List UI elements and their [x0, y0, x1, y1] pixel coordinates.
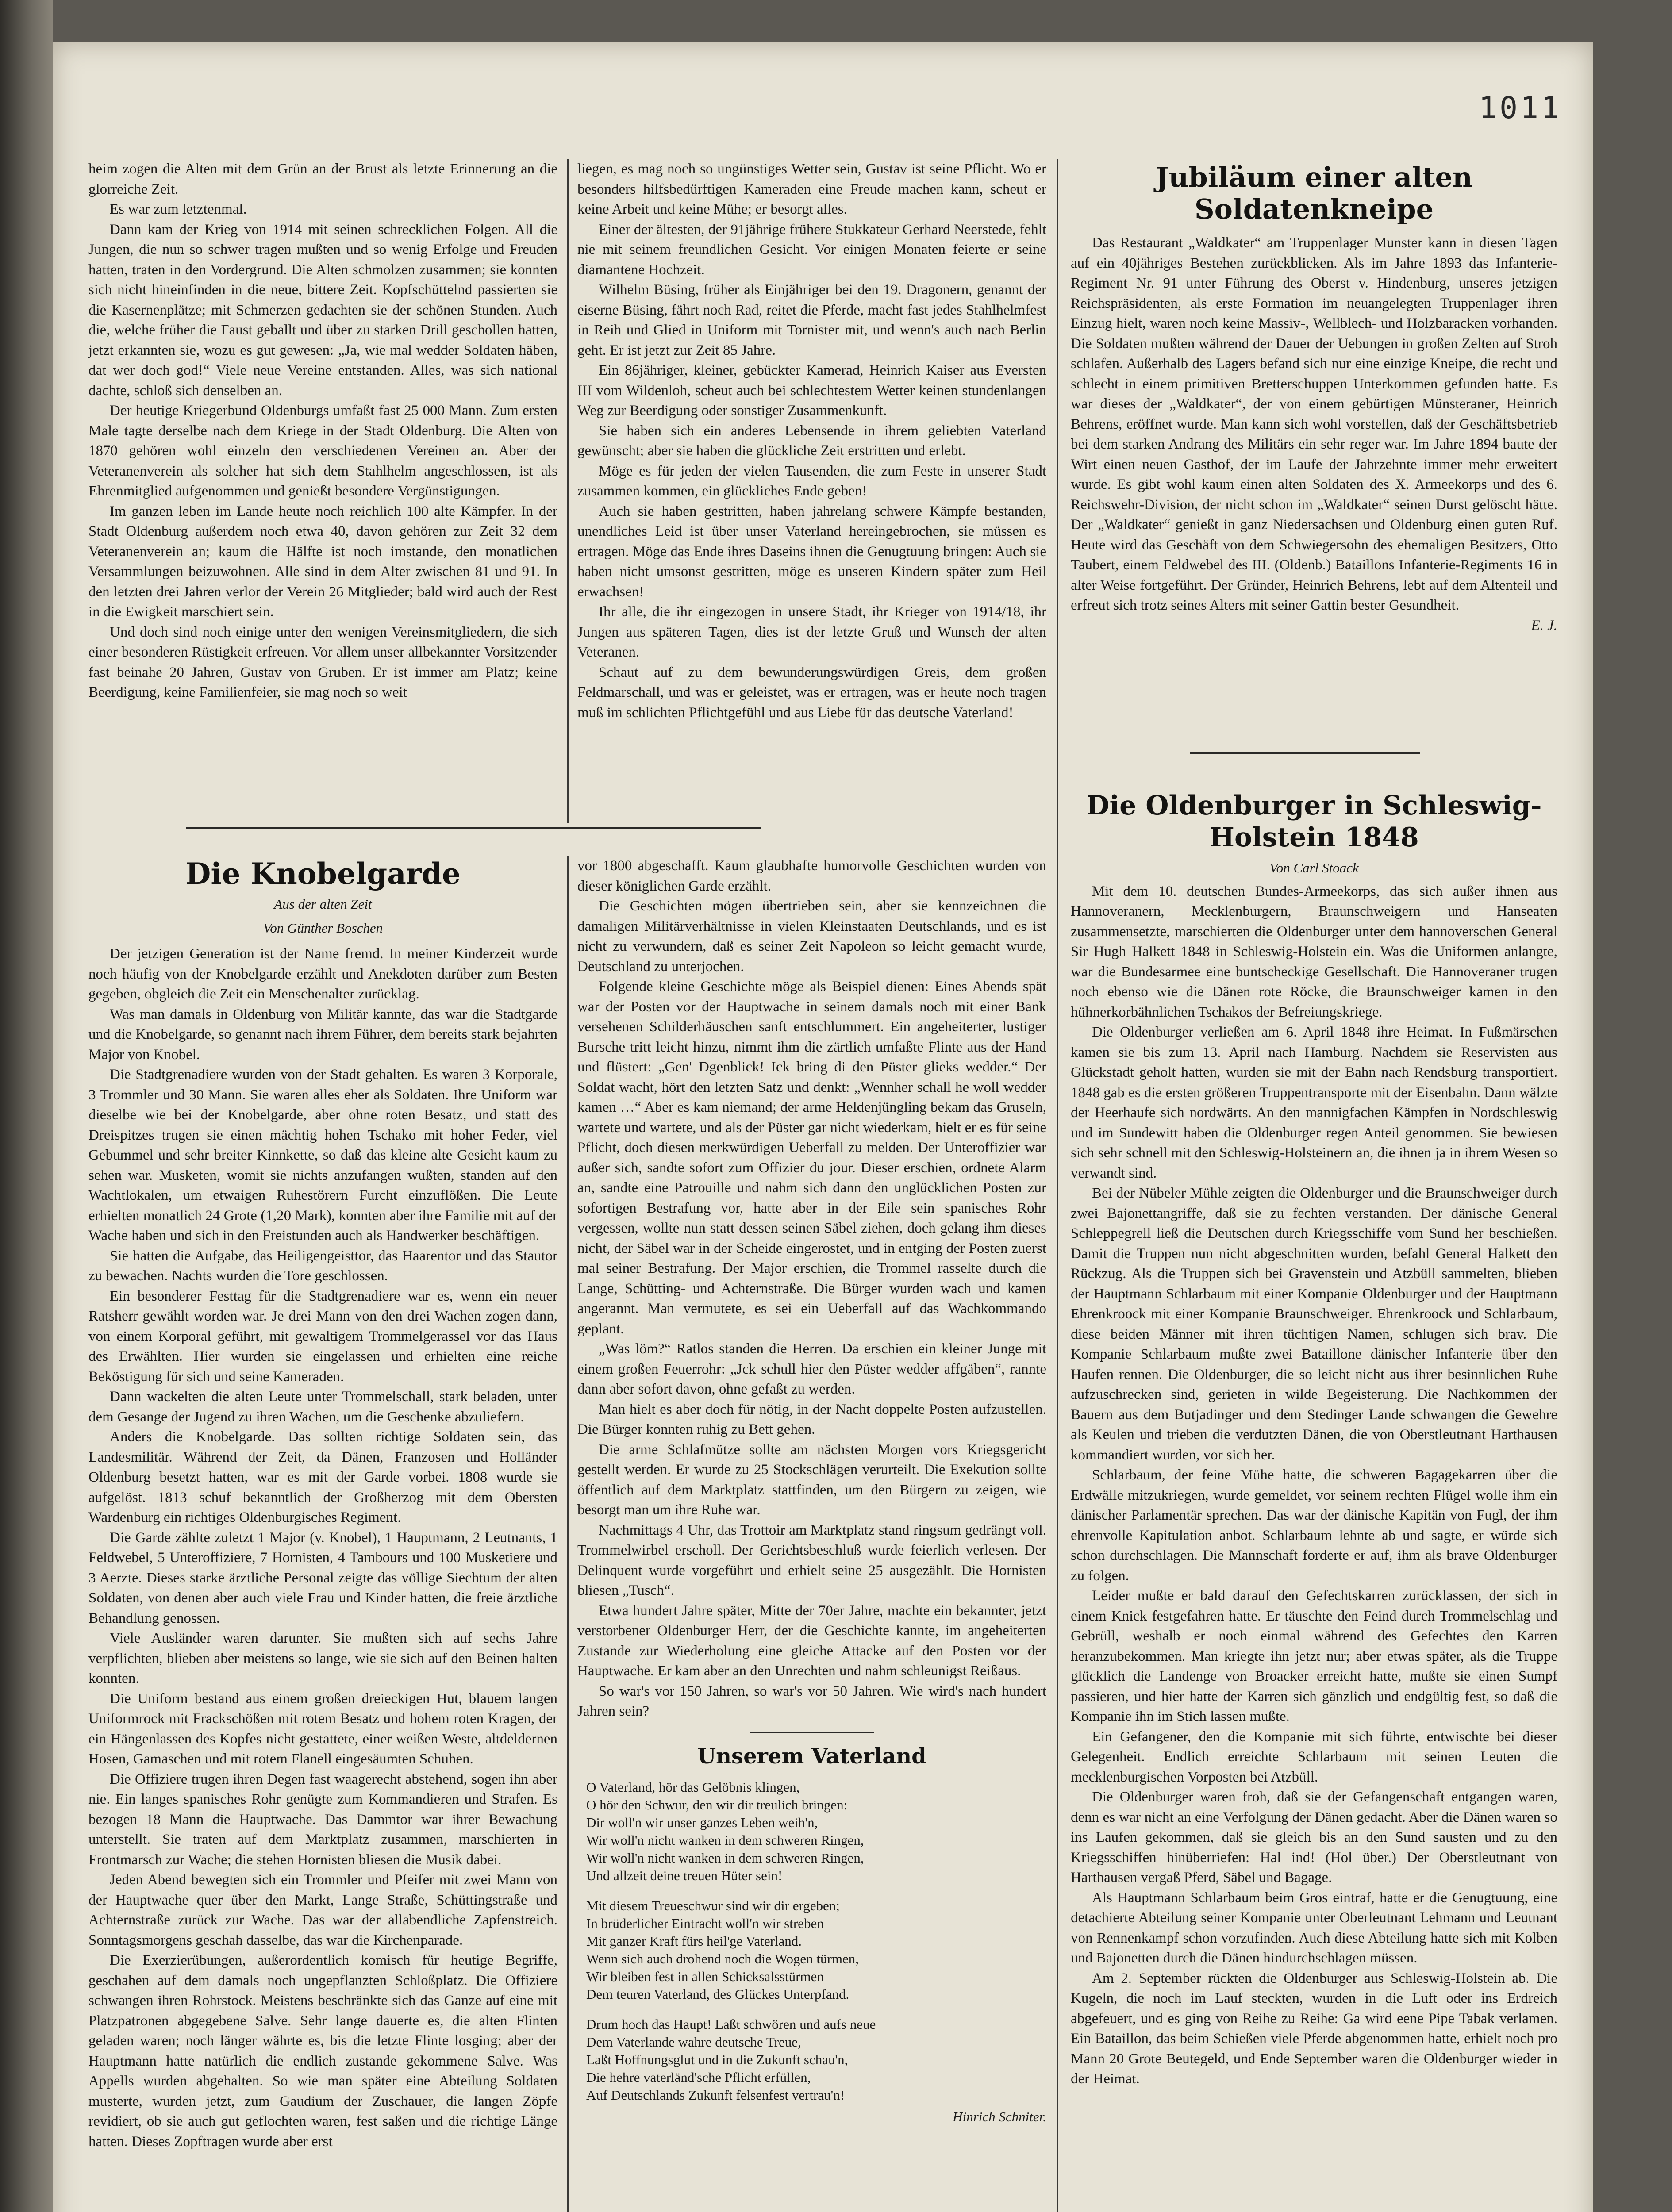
paragraph: Leider mußte er bald darauf den Gefechtskarren zurücklassen, der sich in einem Knick festgefahren hatte. Er täuschte den Feind durch Trommelschlag und Gebrüll, weshalb er noch einmal während des Gefechtes den Karren heranzubekommen. Man kriegte ihn jetzt nur; aber etwas später, als die Truppe glücklich die Landenge von Broacker erreicht hatte, mußte sie einen Sumpf passieren, und hier hatte der Karren sich gänzlich und endgültig fest, so daß die Kompanie ihn im Stich lassen mußte. — [1071, 1588, 1557, 1724]
paragraph: Der heutige Kriegerbund Oldenburgs umfaßt fast 25 000 Mann. Zum ersten Male tagte derselbe nach dem Kriege in der Stadt Oldenburg. Die Alten von 1870 gehören wohl einzeln den verschiedenen Vereinen an. Aber der Veteranenverein als solcher hat sich dem Stahlhelm angeschlossen, ist als Ehrenmitglied aufgenommen und genießt besondere Vergünstigungen. — [88, 403, 557, 499]
paragraph: Folgende kleine Geschichte möge als Beispiel dienen: Eines Abends spät war der Posten vor der Hauptwache in seinem damals noch mit einer Bank versehenen Schilderhäuschen sanft entschlummert. Ein angeheiterter, lustiger Bursche tritt leicht hinzu, nimmt ihm die zärtlich umfaßte Flinte aus der Hand und flüstert: „Gen' Dgenblick! Ick bring di den Püster glieks wedder.“ Der Soldat wacht, hört den letzten Satz und denkt: „Wennher schall he woll wedder kamen …“ Aber es kam niemand; der arme Heldenjüngling bekam das Gruseln, wartete und wartete, und als der Püster gar nicht wiederkam, hielt er es für seine Pflicht, doch diesen merkwürdigen Ueberfall zu melden. Der Unteroffizier war außer sich, sandte sofort zum Offizier du jour. Dieser erschien, ordnete Alarm an, sandte eine Patrouille und nahm sich dann den unglücklichen Posten zur sofortigen Bestrafung vor, hatte aber in der Eile sein spanisches Rohr vergessen, wollte nun statt dessen seinen Säbel ziehen, doch gelang ihm dieses nicht, der Säbel war in der Scheide eingerostet, und in entging der Posten zuerst mal seiner Bestrafung. Der Major erschien, die Trommel rasselte durch die Lange, Schütting- und Achternstraße. Die Bürger wurden wach und kamen angerannt. Man vermutete, es sei ein Ueberfall auf das Wachkommando geplant. — [577, 979, 1046, 1337]
stanza-gap — [577, 1885, 1046, 1897]
paragraph: liegen, es mag noch so ungünstiges Wetter sein, Gustav ist seine Pflicht. Wo er besonders hilfsbedürftigen Kameraden eine Freude machen kann, scheut er keine Arbeit und keine Mühe; er besorgt alles. — [577, 161, 1046, 217]
paragraph: Man hielt es aber doch für nötig, in der Nacht doppelte Posten aufzustellen. Die Bürger konnten ruhig zu Bett gehen. — [577, 1401, 1046, 1437]
paragraph: Schaut auf zu dem bewunderungswürdigen Greis, dem großen Feldmarschall, und was er geleistet, was er ertragen, was er heute noch tragen muß im schlichten Pflichtgefühl und aus Liebe für das deutsche Vaterland! — [577, 664, 1046, 721]
poem-line: Mit ganzer Kraft fürs heil'ge Vaterland. — [586, 1933, 802, 1949]
paragraph: Ein 86jähriger, kleiner, gebückter Kamerad, Heinrich Kaiser aus Eversten III vom Wildenloh, scheut auch bei schlechtestem Wetter keinen stundenlangen Weg zur Beerdigung oder sonstiger Zusammenkunft. — [577, 362, 1046, 419]
paragraph: Dann kam der Krieg von 1914 mit seinen schrecklichen Folgen. All die Jungen, die nun so schwer tragen mußten und so wenig Erfolge und Freuden hatten, traten in den Vordergrund. Die Alten schmolzen zusammen; sie konnten sich nicht hineinfinden in die neue, bittere Zeit. Kopfschüttelnd passierten sie die Kasernenplätze; mit Schmerzen gedachten sie der schönen Stunden. Auch die, welche früher die Faust geballt und über zu starken Drill geschollen hatten, jetzt erkannten sie, wozu es gut gewesen: „Ja, wie mal wedder Soldaten häben, dat wer doch god!“ Viele neue Vereine entstanden. Alles, was sich national dachte, schloß sich denselben an. — [88, 221, 557, 399]
paragraph: Ein besonderer Festtag für die Stadtgrenadiere war es, wenn ein neuer Ratsherr gewählt worden war. Je drei Mann von den drei Wachen zogen dann, von einem Korporal geführt, mit gewaltigem Trommelgerassel vor das Haus des Erwählten. Hier wurden sie eingelassen und erhielten eine reiche Beköstigung für sich und seine Kameraden. — [88, 1288, 557, 1385]
section-rule — [750, 1732, 874, 1733]
section-rule — [186, 827, 761, 829]
poem-line: Auf Deutschlands Zukunft felsenfest vertrau'n! — [586, 2087, 845, 2103]
poem-line: Dir woll'n wir unser ganzes Leben weih'n, — [586, 1814, 818, 1830]
knobelgarde-subtitle: Aus der alten Zeit — [274, 896, 372, 912]
paragraph: Etwa hundert Jahre später, Mitte der 70er Jahre, machte ein bekannter, jetzt verstorbener Oldenburger Herr, der die Geschichte kannte, im angeheiterten Zustande zur Wiederholung eine gleiche Attacke auf den Posten vor der Hauptwache. Er kam aber an den Unrechten und nahm schleunigst Reißaus. — [577, 1602, 1046, 1679]
paragraph: heim zogen die Alten mit dem Grün an der Brust als letzte Erinnerung an die glorreiche Zeit. — [88, 161, 557, 197]
paragraph: Sie hatten die Aufgabe, das Heiligengeisttor, das Haarentor und das Stautor zu bewachen. Nachts wurden die Tore geschlossen. — [88, 1248, 557, 1284]
vaterland-poem — [577, 1778, 1046, 2104]
paragraph: Einer der ältesten, der 91jährige frühere Stukkateur Gerhard Neerstede, fehlt nie mit seinem freundlichen Gesicht. Vor einigen Monaten feierte er seine diamantene Hochzeit. — [577, 221, 1046, 278]
paragraph: Nachmittags 4 Uhr, das Trottoir am Marktplatz stand ringsum gedrängt voll. Trommelwirbel erscholl. Der Gerichtsbeschluß wurde feierlich verlesen. Der Delinquent wurde vorgeführt und erhielt seine 25 ausgezählt. Die Hornisten bliesen „Tusch“. — [577, 1522, 1046, 1598]
paragraph: Die arme Schlafmütze sollte am nächsten Morgen vors Kriegsgericht gestellt werden. Er wurde zu 25 Stockschlägen verurteilt. Die Exekution sollte öffentlich auf dem Marktplatz stattfinden, um den Bürgern zu zeigen, wie besorgt man um ihre Ruhe war. — [577, 1441, 1046, 1518]
paragraph: Schlarbaum, der feine Mühe hatte, die schweren Bagagekarren über die Erdwälle mitzukriegen, wurde gemeldet, vor seinem rechten Flügel wolle ihm ein dänischer Parlamentär sprechen. Das war der dänische Kapitän von Fugl, der ihm ehrenvolle Kapitulation anbot. Schlarbaum lehnte ab und sagte, er würde sich schon durchschlagen. Die Mannschaft forderte er auf, ihm als brave Oldenburger zu folgen. — [1071, 1467, 1557, 1584]
paragraph: Möge es für jeden der vielen Tausenden, die zum Feste in unserer Stadt zusammen kommen, ein glückliches Ende geben! — [577, 463, 1046, 499]
paragraph: Wilhelm Büsing, früher als Einjähriger bei den 19. Dragonern, genannt der eiserne Büsing, fährt noch Rad, reitet die Pferde, macht fast jedes Stahlhelmfest in Reih und Glied in Uniform mit Tornister mit, und wenn's auch nach Berlin geht. Er ist jetzt zur Zeit 85 Jahre. — [577, 282, 1046, 358]
paragraph: Die Garde zählte zuletzt 1 Major (v. Knobel), 1 Hauptmann, 2 Leutnants, 1 Feldwebel, 5 Unteroffiziere, 7 Hornisten, 4 Tambours und 100 Musketiere und 3 Aerzte. Dieses starke ärztliche Personal zeigte das völlige Siechtum der alten Soldaten, von denen aber auch viele Frau und Kinder hatten, die freie ärztliche Behandlung genossen. — [88, 1529, 557, 1626]
paragraph: Die Offiziere trugen ihren Degen fast waagerecht abstehend, sogen ihn aber nie. Ein langes spanisches Rohr genügte zum Kommandieren und Strafen. Es bezogen 18 Mann die Hauptwache. Das Dammtor war ihrer Bewachung unterstellt. Sie traten auf dem Marktplatz zusammen, marschierten in Frontmarsch zur Wache; die stehen Hornisten bliesen die Musik dabei. — [88, 1771, 557, 1868]
page-number: 1011 — [1479, 91, 1562, 126]
paragraph: Jeden Abend bewegten sich ein Trommler und Pfeifer mit zwei Mann von der Hauptwache quer über den Markt, Lange Straße, Schüttingstraße und Achternstraße zurück zur Wache. Das war der allabendliche Zapfenstreich. Sonntagsmorgens geschah dasselbe, das war die Kirchenparade. — [88, 1872, 557, 1948]
poem-line: Drum hoch das Haupt! Laßt schwören und aufs neue — [586, 2016, 876, 2032]
poem-line: Die hehre vaterländ'sche Pflicht erfüllen, — [586, 2069, 811, 2085]
poem-line: O Vaterland, hör das Gelöbnis klingen, — [586, 1779, 800, 1795]
paragraph: Dann wackelten die alten Leute unter Trommelschall, stark beladen, unter dem Gesange der Jugend zu ihren Wachen, um die Geschenke abzuliefern. — [88, 1389, 557, 1425]
paragraph: Die Stadtgrenadiere wurden von der Stadt gehalten. Es waren 3 Korporale, 3 Trommler und 30 Mann. Sie waren alles eher als Soldaten. Ihre Uniform war dieselbe wie bei der Knobelgarde, aber ohne roten Besatz, und statt des Dreispitzes trugen sie einen mächtig hohen Tschako mit hoher Feder, viel Gebummel und sehr breiter Kinnkette, so daß das kleine alte Gesicht kaum zu sehen war. Musketen, womit sie nichts anzufangen wußten, standen auf den Wachtlokalen, um etwaigen Ruhestörern Furcht einzuflößen. Die Leute erhielten monatlich 24 Grote (1,20 Mark), konnten aber ihre Familie mit auf der Wache haben und sich in den Freistunden auch als Handwerker beschäftigen. — [88, 1067, 557, 1244]
poem-line: Laßt Hoffnungsglut und in die Zukunft schau'n, — [586, 2051, 848, 2067]
paragraph: Anders die Knobelgarde. Das sollten richtige Soldaten sein, das Landesmilitär. Während der Zeit, da Dänen, Franzosen und Holländer Oldenburg besetzt hatten, war es mit der Garde vorbei. 1808 wurde sie aufgelöst. 1813 schuf bekanntlich der Großherzog mit dem Obersten Wardenburg ein richtiges Oldenburgisches Regiment. — [88, 1429, 557, 1525]
paragraph: Was man damals in Oldenburg von Militär kannte, das war die Stadtgarde und die Knobelgarde, so genannt nach ihrem Führer, dem bereits stark bejahrten Major von Knobel. — [88, 1006, 557, 1063]
poem-line: Wir bleiben fest in allen Schicksalsstürmen — [586, 1968, 824, 1984]
paragraph: Die Oldenburger waren froh, daß sie der Gefangenschaft entgangen waren, denn es war nicht an eine Verfolgung der Dänen gedacht. Aber die Dänen waren so ins Laufen gekommen, daß sie gleich bis an den Sund sausten und zu den Kriegsschiffen hinüberriefen: Hal ind! (Hol über.) Der Oberstleutnant von Harthausen vergaß Pferd, Säbel und Bagage. — [1071, 1789, 1557, 1886]
article-oldenburger — [1071, 790, 1557, 2089]
vaterland-signature: Hinrich Schniter. — [953, 2108, 1046, 2124]
article-jubilaeum — [1071, 161, 1557, 636]
jubilaeum-title: Jubiläum einer alten Soldatenkneipe — [1156, 161, 1472, 225]
vaterland-title: Unserem Vaterland — [697, 1743, 926, 1769]
oldenburger-title: Die Oldenburger in Schleswig-Holstein 1848 — [1086, 790, 1542, 853]
paragraph: Am 2. September rückten die Oldenburger aus Schleswig-Holstein ab. Die Kugeln, die noch im Lauf steckten, wurden in die Luft oder ins Erdreich abgefeuert, und es ging von Reihe zu Reihe: Ga wird eene Pipe Tabak verlamen. Ein Bataillon, das beim Schießen viele Pferde abgenommen hatte, erhielt noch pro Mann 20 Grote Beutegeld, und Ende September waren die Oldenburger wieder in der Heimat. — [1071, 1970, 1557, 2087]
paragraph: Viele Ausländer waren darunter. Sie mußten sich auf sechs Jahre verpflichten, blieben aber meistens so lange, wie sie sich auf den Beinen halten konnten. — [88, 1630, 557, 1686]
paragraph: Ihr alle, die ihr eingezogen in unsere Stadt, ihr Krieger von 1914/18, ihr Jungen aus späteren Tagen, dies ist der letzte Gruß und Wunsch der alten Veteranen. — [577, 604, 1046, 660]
poem-line: Wenn sich auch drohend noch die Wogen türmen, — [586, 1951, 859, 1966]
paragraph: Als Hauptmann Schlarbaum beim Gros eintraf, hatte er die Genugtuung, eine detachierte Abteilung seiner Kompanie unter Oberleutnant Lehmann und Leutnant von Rennenkampf schon vorzufinden. Auch diese Abteilung hatte sich mit Kolben und Bajonetten durch die Dänen hindurchschlagen müssen. — [1071, 1889, 1557, 1966]
knobelgarde-column-2 — [577, 856, 1046, 2127]
column-top-left — [88, 159, 557, 703]
poem-line: Wir woll'n nicht wanken in dem schweren Ringen, — [586, 1832, 864, 1848]
poem-line: Wir woll'n nicht wanken in dem schweren Ringen, — [586, 1850, 864, 1866]
poem-line: In brüderlicher Eintracht woll'n wir streben — [586, 1915, 824, 1931]
paragraph: Das Restaurant „Waldkater“ am Truppenlager Munster kann in diesen Tagen auf ein 40jähriges Bestehen zurückblicken. Als im Jahre 1893 das Infanterie-Regiment Nr. 91 unter Führung des Oberst v. Hindenburg, unseres jetzigen Reichspräsidenten, als erste Formation im neuangelegten Truppenlager ihren Einzug hielt, waren noch keine Massiv-, Wellblech- und Holzbaracken vorhanden. Die Soldaten mußten während der Dauer der Uebungen in großen Zelten auf Stroh schlafen. Außerhalb des Lagers befand sich nur eine einzige Kneipe, die recht und schlecht in einem primitiven Bretterschuppen Unterkommen gefunden hatte. Es war dieses der „Waldkater“, der von einem gebürtigen Münsteraner, Heinrich Behrens, eröffnet wurde. Man kann sich wohl vorstellen, daß der Geschäftsbetrieb bei dem starken Andrang des Militärs ein sehr reger war. Im Jahre 1894 baute der Wirt einen neuen Gasthof, der im Laufe der Jahrzehnte immer mehr erweitert wurde. Es gibt wohl kaum einen alten Soldaten des X. Armeekorps und des 6. Reichswehr-Division, der nicht schon im „Waldkater“ seinen Durst gelöscht hätte. Der „Waldkater“ genießt in ganz Niedersachsen und Oldenburg einen guten Ruf. Heute wird das Geschäft von dem Schwiegersohn des ehemaligen Besitzers, Otto Taubert, einem Feldwebel des III. (Oldenb.) Bataillons Infanterie-Regiments 16 in alter Weise fortgeführt. Der Gründer, Heinrich Behrens, lebt auf dem Altenteil und erfreut sich trotz seines Alters mit seiner Gattin bester Gesundheit. — [1071, 235, 1557, 613]
paragraph: vor 1800 abgeschafft. Kaum glaubhafte humorvolle Geschichten wurden von dieser königlichen Garde erzählt. — [577, 858, 1046, 894]
paragraph: Im ganzen leben im Lande heute noch reichlich 100 alte Kämpfer. In der Stadt Oldenburg außerdem noch etwa 40, davon gehören zur Zeit 32 dem Veteranenverein an; kaum die Hälfte ist noch imstande, den monatlichen Versammlungen beizuwohnen. Alle sind in dem Alter zwischen 81 und 91. In den letzten drei Jahren verlor der Verein 26 Mitglieder; bald wird auch der Rest in die Ewigkeit marschiert sein. — [88, 503, 557, 620]
section-rule — [1190, 752, 1420, 754]
poem-line: Und allzeit deine treuen Hüter sein! — [586, 1867, 783, 1883]
paragraph: Sie haben sich ein anderes Lebensende in ihrem geliebten Vaterland gewünscht; aber sie haben die glückliche Zeit erstritten und erlebt. — [577, 422, 1046, 459]
column-top-middle — [577, 159, 1046, 723]
column-divider — [1057, 159, 1058, 2212]
paragraph: Mit dem 10. deutschen Bundes-Armeekorps, das sich außer ihnen aus Hannoveranern, Mecklenburgern, Braunschweigern und Hanseaten zusammensetzte, marschierten die Oldenburger unter dem hannoverschen General Sir Hugh Halkett 1848 in Schleswig-Holstein ein. Was die Uniformen anlangte, war die Bundesarmee eine buntscheckige Gesellschaft. Die Hannoveraner trugen noch ebenso wie die Dänen rote Röcke, die Braunschweiger kamen in den hühnerkorbähnlichen Tschakos der Befreiungskriege. — [1071, 883, 1557, 1020]
paragraph: Ein Gefangener, den die Kompanie mit sich führte, entwischte bei dieser Gelegenheit. Endlich erreichte Schlarbaum mit seinen Leuten die mecklenburgischen Vorposten bei Atzbüll. — [1071, 1728, 1557, 1785]
paragraph: So war's vor 150 Jahren, so war's vor 50 Jahren. Wie wird's nach hundert Jahren sein? — [577, 1683, 1046, 1719]
jubilaeum-signature: E. J. — [1531, 617, 1557, 634]
newspaper-page — [53, 42, 1593, 2212]
paragraph: Auch sie haben gestritten, haben jahrelang schwere Kämpfe bestanden, unendliches Leid ist über unser Vaterland hereingebrochen, sie müssen es ertragen. Möge das Ende ihres Daseins ihnen die Genugtuung bringen: Auch sie haben nicht umsonst gestritten, möge es unseren Kindern später zum Heil erwachsen! — [577, 503, 1046, 600]
knobelgarde-title: Die Knobelgarde — [185, 856, 461, 891]
paragraph: Die Uniform bestand aus einem großen dreieckigen Hut, blauem langen Uniformrock mit Frackschößen mit rotem Besatz und hohem roten Kragen, der ein Hängenlassen des Kopfes nicht gestattete, einer weißen Weste, altdeldernen Hosen, Gamaschen und mit rotem Flanell eingesäumten Schuhen. — [88, 1690, 557, 1767]
paragraph: Die Oldenburger verließen am 6. April 1848 ihre Heimat. In Fußmärschen kamen sie bis zum 13. April nach Hamburg. Nachdem sie Reservisten aus Glückstadt geholt hatten, wurden sie mit der Bahn nach Rendsburg transportiert. 1848 gab es die ersten größeren Truppentransporte mit der Eisenbahn. Dann wälzte der Heerhaufe sich nordwärts. An den mannigfachen Kämpfen in Nordschleswig und im Sundewitt haben die Oldenburger regen Anteil genommen. Sie bewiesen sich sehr schnell mit den Schleswig-Holsteinern an, die ihnen ja in ihrem Wesen so verwandt sind. — [1071, 1024, 1557, 1181]
poem-line: O hör den Schwur, den wir dir treulich bringen: — [586, 1797, 848, 1813]
paragraph: Der jetzigen Generation ist der Name fremd. In meiner Kinderzeit wurde noch häufig von der Knobelgarde erzählt und Anekdoten darüber zum Besten gegeben, obgleich die Zeit ein Menschenalter zurücklag. — [88, 946, 557, 1002]
article-knobelgarde — [88, 856, 557, 2152]
column-divider — [567, 159, 569, 823]
poem-line: Dem Vaterlande wahre deutsche Treue, — [586, 2034, 801, 2050]
paragraph: Die Exerzierübungen, außerordentlich komisch für heutige Begriffe, geschahen auf dem damals noch ungepflanzten Schloßplatz. Die Offiziere schwangen ihren Rohrstock. Meistens beschränkte sich das Ganze auf eine mit Platzpatronen abgegebene Salve. Sehr lange dauerte es, die alten Flinten geladen waren; noch länger währte es, bis die letzte Flinte losging; aber der Hauptmann hatte natürlich die endlich zustande gekommene Salve. Was Appells wurden abgehalten. So wie man später eine Abteilung Soldaten musterte, wurden jetzt, zum Gaudium der Zuschauer, die langen Zöpfe revidiert, ob sie auch gut geflochten waren, fest saßen und die richtige Länge hatten. Dieses Zopftragen wurde aber erst — [88, 1952, 557, 2150]
paragraph: Und doch sind noch einige unter den wenigen Vereinsmitgliedern, die sich einer besonderen Rüstigkeit erfreuen. Vor allem unser allbekannter Vorsitzender fast beinahe 20 Jahren, Gustav von Gruben. Er ist immer am Platz; keine Beerdigung, keine Familienfeier, sie mag noch so weit — [88, 624, 557, 700]
stanza-gap — [577, 2003, 1046, 2016]
paragraph: „Was löm?“ Ratlos standen die Herren. Da erschien ein kleiner Junge mit einem großen Feuerrohr: „Jck schull hier den Püster wedder affgäben“, rannte dann aber sofort davon, ohne gefaßt zu werden. — [577, 1341, 1046, 1397]
book-binding — [0, 0, 53, 2212]
poem-line: Mit diesem Treueschwur sind wir dir ergeben; — [586, 1897, 840, 1913]
poem-line: Dem teuren Vaterland, des Glückes Unterpfand. — [586, 1986, 849, 2002]
oldenburger-author: Von Carl Stoack — [1269, 860, 1359, 876]
paragraph: Bei der Nübeler Mühle zeigten die Oldenburger und die Braunschweiger durch zwei Bajonettangriffe, daß sie zu fechten verstanden. Der dänische General Schleppegrell ließ die Deutschen durch Kriegsschiffe vom Sund her beschießen. Damit die Truppen nun nicht abgeschnitten wurden, befahl General Halkett den Rückzug. Als die Truppen sich bei Gravenstein und Atzbüll sammelten, blieben der Hauptmann Schlarbaum mit einer Kompanie Oldenburger und der Hauptmann Ehrenkroock mit einer Kompanie Braunschweiger. Ehrenkroock und Schlarbaum, diese beiden Männer mit ihren tüchtigen Namen, schlugen sich brav. Die Kompanie Schlarbaum mußte zwei Bataillone dänischer Infanterie über den Haufen rennen. Die Oldenburger, die so leicht nicht aus ihrer besinnlichen Ruhe aufzuschrecken sind, gerieten in wilde Begeisterung. Die Nachkommen der Bauern aus dem Butjadinger und dem Stedinger Lande schwangen die Gewehre als Keulen und trieben die verdutzten Dänen, die von Oberstleutnant Harthausen kommandiert wurden, vor sich her. — [1071, 1185, 1557, 1463]
knobelgarde-author: Von Günther Boschen — [263, 920, 383, 936]
column-divider — [567, 856, 569, 2212]
paragraph: Die Geschichten mögen übertrieben sein, aber sie kennzeichnen die damaligen Militärverhältnisse in vielen Kleinstaaten Deutschlands, und es ist nicht zu verwundern, daß es seiner Zeit Napoleon so leicht gemacht wurde, Deutschland zu unterjochen. — [577, 898, 1046, 975]
paragraph: Es war zum letztenmal. — [110, 201, 247, 217]
